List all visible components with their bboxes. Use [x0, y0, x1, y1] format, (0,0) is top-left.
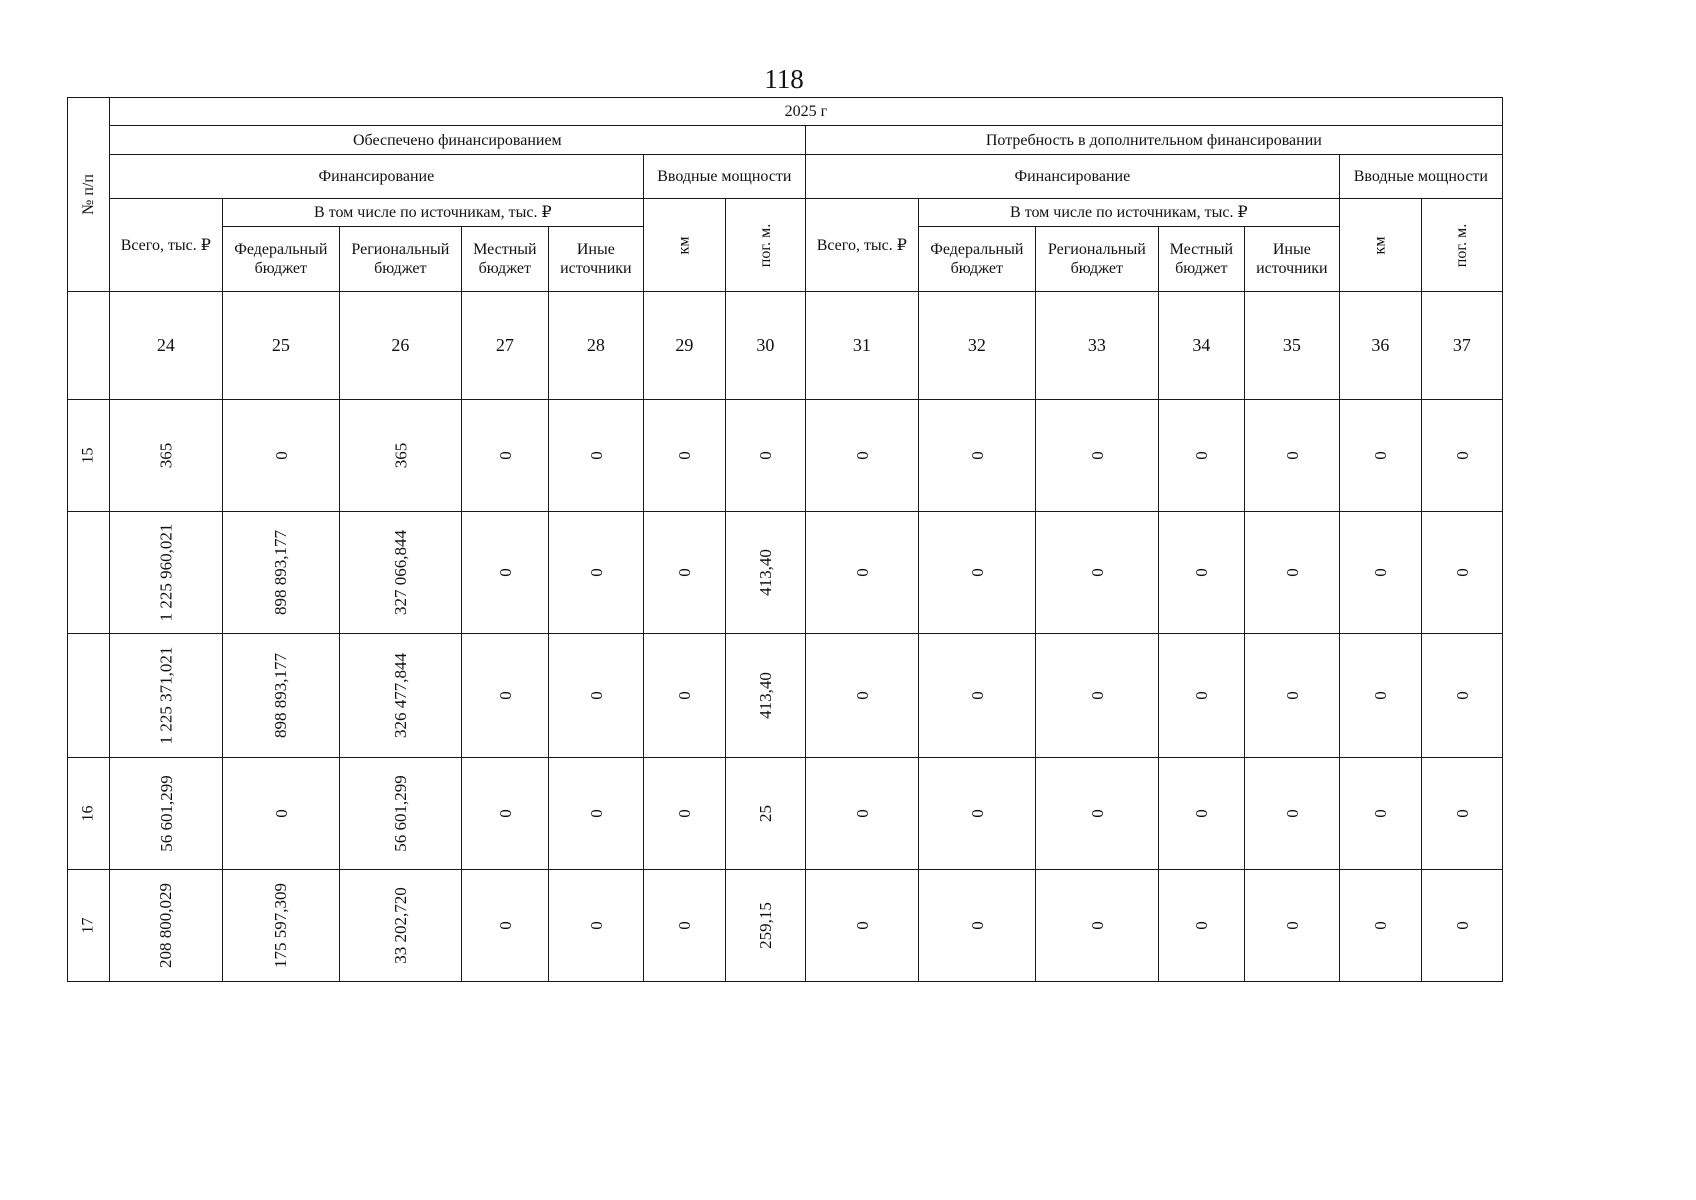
cell-value: 0 [586, 568, 606, 577]
value-cell [1339, 758, 1421, 870]
cell-value: 1 225 371,021 [156, 646, 176, 745]
column-number: 31 [805, 292, 918, 400]
secured-total-header: Всего, тыс. ₽ [109, 199, 222, 292]
value-cell [1339, 512, 1421, 634]
cell-value: 0 [1452, 568, 1472, 577]
cell-value: 0 [1087, 451, 1107, 460]
value-cell [643, 634, 725, 758]
value-cell [109, 512, 222, 634]
value-cell [1244, 400, 1339, 512]
row-number-cell [68, 400, 110, 512]
cell-value: 898 893,177 [271, 653, 291, 738]
needed-federal-header: Федеральный бюджет [918, 227, 1035, 292]
column-number: 33 [1035, 292, 1158, 400]
cell-value: 0 [495, 921, 515, 930]
value-cell [918, 400, 1035, 512]
cell-value: 33 202,720 [390, 887, 410, 964]
value-cell [918, 512, 1035, 634]
value-cell [1035, 870, 1158, 982]
needed-capacity-header: Вводные мощности [1339, 155, 1502, 199]
cell-value: 0 [1370, 691, 1390, 700]
value-cell [1158, 512, 1244, 634]
needed-pogm-header: пог. м. [1421, 199, 1502, 292]
cell-value: 0 [1087, 921, 1107, 930]
value-cell [109, 870, 222, 982]
table-row [68, 400, 1503, 512]
value-cell [725, 870, 805, 982]
cell-value: 0 [1087, 809, 1107, 818]
table-row [68, 634, 1503, 758]
value-cell [548, 512, 643, 634]
value-cell [222, 400, 339, 512]
needed-regional-header: Региональный бюджет [1035, 227, 1158, 292]
column-number: 36 [1339, 292, 1421, 400]
cell-value: 0 [1370, 451, 1390, 460]
cell-value: 0 [967, 568, 987, 577]
value-cell [1244, 512, 1339, 634]
cell-value: 0 [1191, 921, 1211, 930]
cell-value: 0 [586, 691, 606, 700]
cell-value: 0 [852, 451, 872, 460]
column-number: 24 [109, 292, 222, 400]
cell-value: 0 [586, 809, 606, 818]
row-number: 15 [79, 447, 97, 464]
value-cell [1421, 400, 1502, 512]
value-cell [918, 870, 1035, 982]
cell-value: 0 [495, 809, 515, 818]
cell-value: 0 [495, 691, 515, 700]
value-cell [1244, 758, 1339, 870]
needed-km-header: км [1339, 199, 1421, 292]
cell-value: 365 [390, 442, 410, 469]
data-rows [68, 400, 1503, 982]
value-cell [643, 512, 725, 634]
cell-value: 0 [674, 691, 694, 700]
value-cell [1244, 870, 1339, 982]
cell-value: 0 [967, 691, 987, 700]
cell-value: 0 [1087, 568, 1107, 577]
value-cell [725, 400, 805, 512]
secured-regional-header: Региональный бюджет [339, 227, 461, 292]
value-cell [339, 634, 461, 758]
value-cell [805, 512, 918, 634]
needed-section-header: Потребность в дополнительном финансировании [805, 126, 1502, 155]
cell-value: 0 [1370, 809, 1390, 818]
cell-value: 0 [1452, 921, 1472, 930]
cell-value: 25 [755, 805, 775, 822]
column-number: 34 [1158, 292, 1244, 400]
cell-value: 0 [852, 691, 872, 700]
cell-value: 0 [586, 451, 606, 460]
needed-total-header: Всего, тыс. ₽ [805, 199, 918, 292]
cell-value: 0 [1191, 809, 1211, 818]
column-number: 26 [339, 292, 461, 400]
column-number: 37 [1421, 292, 1502, 400]
secured-financing-header: Финансирование [109, 155, 643, 199]
value-cell [339, 758, 461, 870]
cell-value: 0 [1282, 691, 1302, 700]
cell-value: 0 [1452, 691, 1472, 700]
value-cell [725, 512, 805, 634]
cell-value: 0 [674, 451, 694, 460]
cell-value: 0 [1191, 568, 1211, 577]
cell-value: 175 597,309 [271, 883, 291, 968]
value-cell [918, 634, 1035, 758]
year-header: 2025 г [109, 98, 1502, 126]
row-number: 16 [79, 805, 97, 822]
secured-pogm-header: пог. м. [725, 199, 805, 292]
cell-value: 413,40 [755, 549, 775, 596]
row-number-header: № п/п [68, 98, 110, 292]
value-cell [1339, 870, 1421, 982]
cell-value: 898 893,177 [271, 530, 291, 615]
value-cell [1158, 758, 1244, 870]
cell-value: 56 601,299 [390, 775, 410, 852]
value-cell [461, 758, 548, 870]
value-cell [109, 758, 222, 870]
cell-value: 0 [755, 451, 775, 460]
column-number-blank [68, 292, 110, 400]
row-number: 17 [79, 917, 97, 934]
value-cell [1339, 634, 1421, 758]
value-cell [1035, 758, 1158, 870]
value-cell [1158, 634, 1244, 758]
cell-value: 0 [1282, 568, 1302, 577]
cell-value: 0 [1282, 809, 1302, 818]
value-cell [339, 400, 461, 512]
value-cell [461, 870, 548, 982]
cell-value: 0 [1452, 809, 1472, 818]
value-cell [1421, 634, 1502, 758]
value-cell [805, 400, 918, 512]
value-cell [222, 512, 339, 634]
cell-value: 0 [967, 451, 987, 460]
value-cell [1158, 870, 1244, 982]
value-cell [109, 634, 222, 758]
column-number: 35 [1244, 292, 1339, 400]
value-cell [1244, 634, 1339, 758]
cell-value: 0 [495, 451, 515, 460]
table-row [68, 758, 1503, 870]
cell-value: 0 [674, 568, 694, 577]
secured-sources-header: В том числе по источникам, тыс. ₽ [222, 199, 643, 227]
cell-value: 0 [1370, 568, 1390, 577]
cell-value: 0 [1191, 691, 1211, 700]
value-cell [643, 758, 725, 870]
value-cell [1158, 400, 1244, 512]
cell-value: 208 800,029 [156, 883, 176, 968]
value-cell [1421, 512, 1502, 634]
value-cell [548, 400, 643, 512]
cell-value: 0 [271, 451, 291, 460]
secured-section-header: Обеспечено финансированием [109, 126, 805, 155]
value-cell [805, 870, 918, 982]
value-cell [222, 870, 339, 982]
cell-value: 0 [967, 921, 987, 930]
row-number-cell [68, 634, 110, 758]
value-cell [1421, 758, 1502, 870]
value-cell [643, 870, 725, 982]
secured-local-header: Местный бюджет [461, 227, 548, 292]
column-number: 28 [548, 292, 643, 400]
cell-value: 327 066,844 [390, 530, 410, 615]
cell-value: 0 [1282, 921, 1302, 930]
cell-value: 0 [1087, 691, 1107, 700]
value-cell [805, 634, 918, 758]
value-cell [725, 634, 805, 758]
secured-federal-header: Федеральный бюджет [222, 227, 339, 292]
value-cell [918, 758, 1035, 870]
column-number: 27 [461, 292, 548, 400]
value-cell [222, 634, 339, 758]
cell-value: 56 601,299 [156, 775, 176, 852]
column-number-row [68, 292, 1503, 400]
cell-value: 0 [967, 809, 987, 818]
column-number: 25 [222, 292, 339, 400]
secured-capacity-header: Вводные мощности [643, 155, 805, 199]
value-cell [548, 634, 643, 758]
secured-other-header: Иные источники [548, 227, 643, 292]
cell-value: 0 [1452, 451, 1472, 460]
value-cell [109, 400, 222, 512]
cell-value: 0 [495, 568, 515, 577]
column-number: 32 [918, 292, 1035, 400]
value-cell [1421, 870, 1502, 982]
value-cell [725, 758, 805, 870]
cell-value: 1 225 960,021 [156, 523, 176, 622]
value-cell [222, 758, 339, 870]
cell-value: 0 [852, 921, 872, 930]
value-cell [1339, 400, 1421, 512]
cell-value: 413,40 [755, 672, 775, 719]
cell-value: 0 [674, 921, 694, 930]
cell-value: 0 [1282, 451, 1302, 460]
value-cell [461, 512, 548, 634]
cell-value: 0 [271, 809, 291, 818]
page-number: 118 [764, 64, 804, 94]
table-row [68, 870, 1503, 982]
cell-value: 259,15 [755, 902, 775, 949]
value-cell [805, 758, 918, 870]
needed-financing-header: Финансирование [805, 155, 1339, 199]
cell-value: 0 [674, 809, 694, 818]
value-cell [1035, 400, 1158, 512]
needed-sources-header: В том числе по источникам, тыс. ₽ [918, 199, 1339, 227]
table-row [68, 512, 1503, 634]
secured-km-header: км [643, 199, 725, 292]
value-cell [339, 870, 461, 982]
value-cell [339, 512, 461, 634]
row-number-cell [68, 758, 110, 870]
needed-local-header: Местный бюджет [1158, 227, 1244, 292]
value-cell [461, 634, 548, 758]
cell-value: 0 [586, 921, 606, 930]
cell-value: 0 [852, 809, 872, 818]
column-number: 29 [643, 292, 725, 400]
row-number-cell [68, 870, 110, 982]
cell-value: 326 477,844 [390, 653, 410, 738]
needed-other-header: Иные источники [1244, 227, 1339, 292]
value-cell [643, 400, 725, 512]
cell-value: 0 [852, 568, 872, 577]
column-number: 30 [725, 292, 805, 400]
cell-value: 365 [156, 442, 176, 469]
cell-value: 0 [1370, 921, 1390, 930]
cell-value: 0 [1191, 451, 1211, 460]
value-cell [461, 400, 548, 512]
value-cell [548, 758, 643, 870]
value-cell [1035, 634, 1158, 758]
value-cell [548, 870, 643, 982]
value-cell [1035, 512, 1158, 634]
row-number-cell [68, 512, 110, 634]
financing-table [67, 97, 1503, 982]
